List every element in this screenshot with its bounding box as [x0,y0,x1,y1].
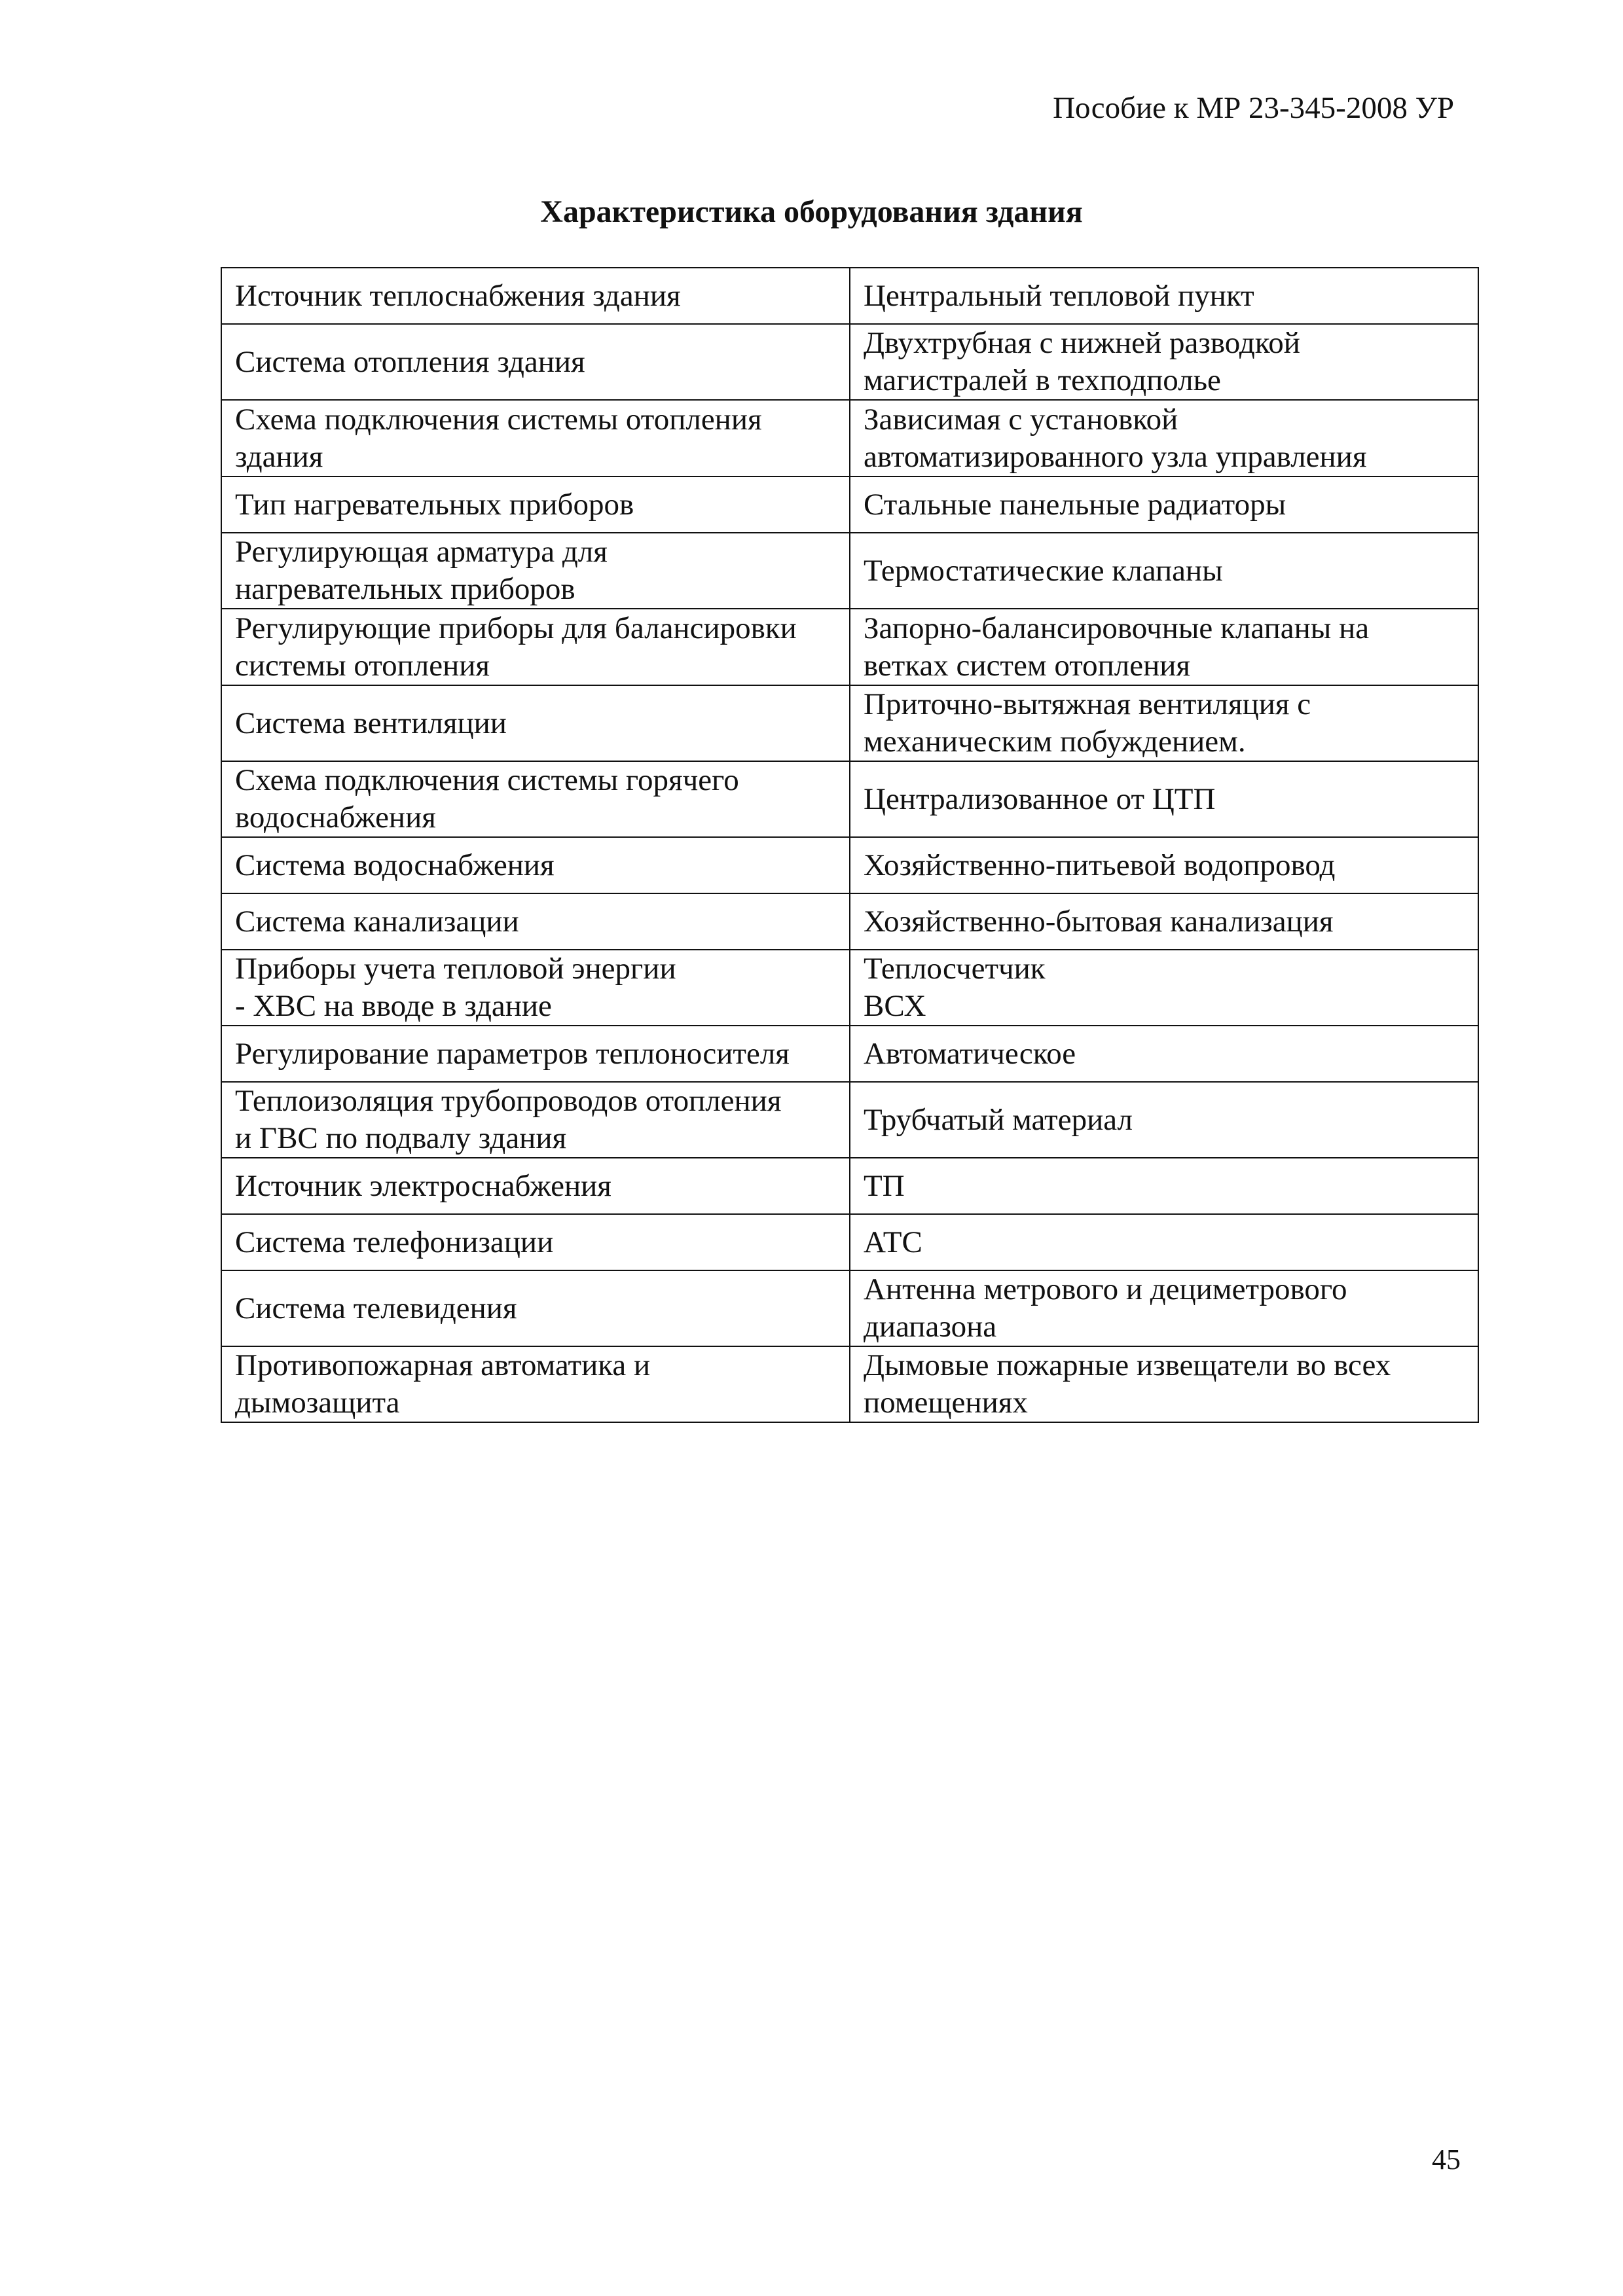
parameter-cell: Приборы учета тепловой энергии - ХВС на вводе в здание [221,950,850,1026]
table-row [221,893,1478,950]
parameter-cell: Регулирование параметров теплоносителя [221,1026,850,1082]
table-row [221,1082,1478,1158]
table-row [221,1214,1478,1270]
parameter-cell: Теплоизоляция трубопроводов отопления и ГВС по подвалу здания [221,1082,850,1158]
parameter-cell: Система отопления здания [221,324,850,400]
parameter-cell: Система телевидения [221,1270,850,1346]
parameter-cell: Система водоснабжения [221,837,850,893]
value-cell: Термостатические клапаны [850,533,1478,609]
parameter-cell: Противопожарная автоматика и дымозащита [221,1346,850,1422]
table-row [221,533,1478,609]
table-row [221,950,1478,1026]
table-row [221,268,1478,324]
table-row [221,609,1478,685]
value-cell: Трубчатый материал [850,1082,1478,1158]
parameter-cell: Схема подключения системы горячего водоснабжения [221,761,850,837]
table-row [221,324,1478,400]
parameter-cell: Источник теплоснабжения здания [221,268,850,324]
parameter-cell: Регулирующие приборы для балансировки системы отопления [221,609,850,685]
value-cell: Теплосчетчик ВСХ [850,950,1478,1026]
table-row [221,1346,1478,1422]
table-row [221,837,1478,893]
value-cell: Приточно-вытяжная вентиляция с механическим побуждением. [850,685,1478,761]
value-cell: Централизованное от ЦТП [850,761,1478,837]
value-cell: Запорно-балансировочные клапаны на ветках систем отопления [850,609,1478,685]
value-cell: Антенна метрового и дециметрового диапазона [850,1270,1478,1346]
table-row [221,400,1478,476]
parameter-cell: Система телефонизации [221,1214,850,1270]
table-row [221,761,1478,837]
parameter-cell: Система вентиляции [221,685,850,761]
table-row [221,1158,1478,1214]
table-row [221,685,1478,761]
value-cell: Хозяйственно-питьевой водопровод [850,837,1478,893]
equipment-table [221,267,1479,1423]
value-cell: Центральный тепловой пункт [850,268,1478,324]
table-row [221,1270,1478,1346]
value-cell: ТП [850,1158,1478,1214]
parameter-cell: Схема подключения системы отопления здания [221,400,850,476]
value-cell: Стальные панельные радиаторы [850,476,1478,533]
value-cell: Двухтрубная с нижней разводкой магистралей в техподполье [850,324,1478,400]
parameter-cell: Тип нагревательных приборов [221,476,850,533]
parameter-cell: Система канализации [221,893,850,950]
value-cell: Дымовые пожарные извещатели во всех помещениях [850,1346,1478,1422]
parameter-cell: Источник электроснабжения [221,1158,850,1214]
parameter-cell: Регулирующая арматура для нагревательных приборов [221,533,850,609]
value-cell: Автоматическое [850,1026,1478,1082]
value-cell: АТС [850,1214,1478,1270]
running-header: Пособие к МР 23-345-2008 УР [1053,91,1454,125]
value-cell: Зависимая с установкой автоматизированного узла управления [850,400,1478,476]
table-row [221,476,1478,533]
equipment-table-body [221,268,1478,1422]
value-cell: Хозяйственно-бытовая канализация [850,893,1478,950]
page-number: 45 [1432,2144,1461,2176]
table-row [221,1026,1478,1082]
document-title: Характеристика оборудования здания [540,194,1083,229]
